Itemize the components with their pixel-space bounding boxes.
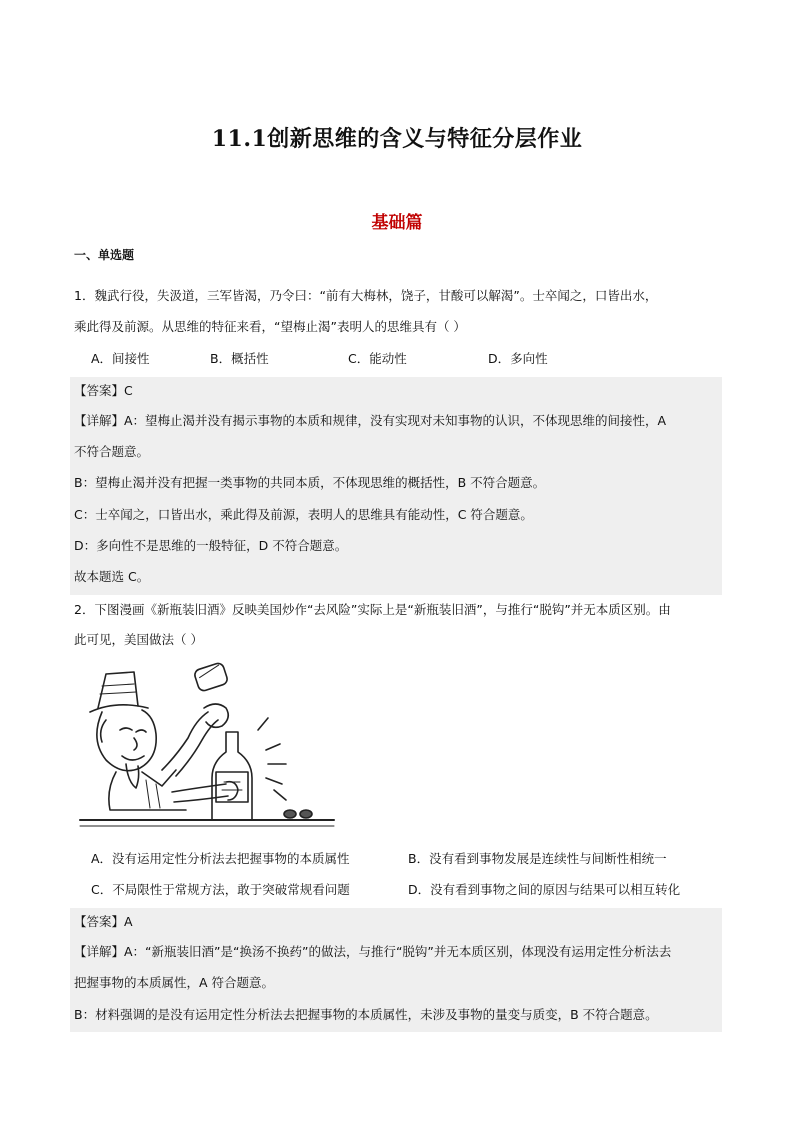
- question-2-stem-line1: 2．下图漫画《新瓶装旧酒》反映美国炒作“去风险”实际上是“新瓶装旧酒”，与推行“脱钩”并无本质区别。由: [74, 602, 671, 617]
- question-1-option-b: B．概括性: [210, 351, 269, 366]
- cartoon-illustration: [76, 660, 338, 828]
- document-title: 11.1创新思维的含义与特征分层作业: [211, 126, 583, 152]
- question-2-option-c: C．不局限性于常规方法，敢于突破常规看问题: [91, 882, 350, 897]
- level-heading: 基础篇: [371, 213, 423, 233]
- question-2-stem-line2: 此可见，美国做法（ ）: [74, 632, 203, 647]
- question-1-detail-line2: 不符合题意。: [74, 444, 150, 459]
- question-1-detail-line6: 故本题选 C。: [74, 569, 150, 584]
- question-2-detail-line3: B：材料强调的是没有运用定性分析法去把握事物的本质属性，未涉及事物的量变与质变，B 不符合题意。: [74, 1007, 658, 1022]
- section-heading: 一、单选题: [74, 248, 135, 262]
- question-2-answer: 【答案】A: [74, 914, 133, 929]
- question-1-option-c: C．能动性: [348, 351, 407, 366]
- question-1-answer: 【答案】C: [74, 383, 133, 398]
- question-1-detail-line4: C：士卒闻之，口皆出水，乘此得及前源，表明人的思维具有能动性，C 符合题意。: [74, 507, 533, 522]
- question-1-stem-line1: 1．魏武行役，失汲道，三军皆渴，乃令曰：“前有大梅林，饶子，甘酸可以解渴”。士卒闻之，口皆出水，: [74, 288, 658, 303]
- question-1-detail-line5: D：多向性不是思维的一般特征，D 不符合题意。: [74, 538, 348, 553]
- question-1-detail-line3: B：望梅止渴并没有把握一类事物的共同本质，不体现思维的概括性，B 不符合题意。: [74, 475, 546, 490]
- question-2-option-a: A．没有运用定性分析法去把握事物的本质属性: [91, 851, 350, 866]
- question-1-option-d: D．多向性: [488, 351, 548, 366]
- question-1-detail-line1: 【详解】A：望梅止渴并没有揭示事物的本质和规律，没有实现对未知事物的认识，不体现思维的间接性，A: [74, 413, 667, 428]
- question-2-option-d: D．没有看到事物之间的原因与结果可以相互转化: [408, 882, 681, 897]
- question-1-stem-line2: 乘此得及前源。从思维的特征来看，“望梅止渴”表明人的思维具有（ ）: [74, 319, 466, 334]
- question-2-detail-line2: 把握事物的本质属性，A 符合题意。: [74, 975, 275, 990]
- question-2-option-b: B．没有看到事物发展是连续性与间断性相统一: [408, 851, 667, 866]
- question-1-option-a: A．间接性: [91, 351, 150, 366]
- question-2-detail-line1: 【详解】A：“新瓶装旧酒”是“换汤不换药”的做法，与推行“脱钩”并无本质区别，体现没有运用定性分析法去: [74, 944, 672, 959]
